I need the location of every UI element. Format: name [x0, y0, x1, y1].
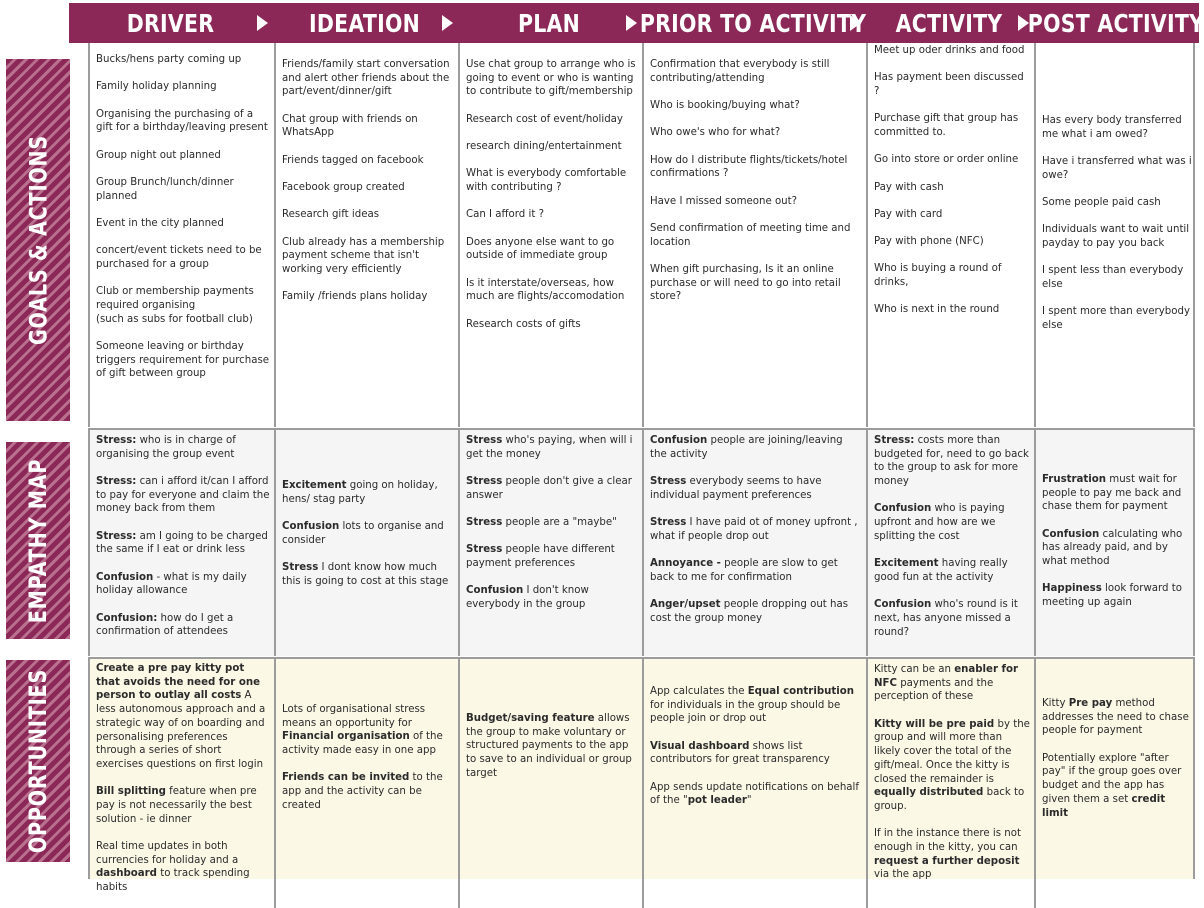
opportunity-cell	[460, 659, 644, 908]
item-emphasis: Equal contribution	[747, 686, 854, 697]
item-text: Real time updates in both currencies for holiday and a	[96, 840, 239, 866]
item-text: App sends update notifications on behalf of the "	[650, 781, 859, 807]
list-item	[282, 236, 454, 277]
item-emphasis: Kitty will be pre paid	[874, 718, 995, 730]
empathy-map-row	[88, 428, 1195, 656]
phase-column-header	[69, 3, 272, 43]
list-item	[96, 108, 270, 135]
list-item	[650, 781, 862, 808]
item-text: Use chat group to arrange who is going to event or who is wanting to contribute to gift/membership	[466, 59, 636, 98]
list-item	[96, 80, 270, 94]
list-item	[96, 662, 270, 772]
item-text: Pay with cash	[874, 181, 944, 193]
item-text: feature when pre pay is not necessarily the best solution - ie dinner	[96, 786, 257, 825]
item-text: everybody seems to have individual payment preferences	[650, 476, 822, 501]
item-text: Potentially explore "after pay" if the group goes over budget and the app has given them a set	[1042, 752, 1182, 805]
item-text: going on holiday, hens/ stag party	[282, 480, 438, 505]
list-item	[282, 520, 454, 547]
item-text: people are joining/leaving the activity	[650, 435, 843, 460]
item-emphasis: Stress	[466, 517, 503, 528]
phase-column-header	[272, 3, 457, 43]
item-emphasis: credit limit	[1042, 793, 1166, 819]
list-item	[282, 208, 454, 222]
item-text: "	[746, 795, 752, 807]
opportunity-cell	[90, 659, 276, 908]
item-text: Family /friends plans holiday	[282, 291, 428, 303]
item-text: I have paid ot of money upfront , what if people drop out	[650, 517, 858, 542]
list-item	[466, 516, 638, 530]
list-item	[874, 44, 1030, 58]
list-item	[96, 53, 270, 67]
side-label-goals	[6, 59, 70, 421]
empathy-map-cell	[868, 430, 1036, 656]
item-text: Bucks/hens party coming up	[96, 54, 242, 65]
item-emphasis: enabler for NFC	[874, 664, 1018, 689]
item-emphasis: Confusion	[96, 571, 154, 583]
list-item	[96, 475, 270, 516]
item-text: Research gift ideas	[282, 209, 380, 221]
list-item	[874, 502, 1030, 543]
item-text: Can I afford it ?	[466, 209, 544, 221]
list-item	[1042, 697, 1193, 738]
phase-title: ACTIVITY	[895, 8, 1003, 38]
list-item	[1042, 528, 1193, 569]
item-text: people don't give a clear answer	[466, 476, 632, 501]
item-text: Go into store or order online	[874, 154, 1019, 166]
item-text: Pay with phone (NFC)	[874, 236, 984, 248]
item-text: shows list contributors for great transparency	[650, 740, 830, 766]
item-emphasis: Annoyance -	[650, 558, 721, 569]
list-item	[466, 140, 638, 154]
list-item	[282, 479, 454, 506]
list-item	[466, 543, 638, 570]
item-text: lots to organise and consider	[282, 521, 444, 546]
item-text: Lots of organisational stress means an opportunity for	[282, 704, 426, 729]
list-item	[650, 126, 862, 140]
goals-actions-cell	[90, 43, 276, 427]
list-item	[96, 434, 270, 461]
item-text: Event in the city planned	[96, 217, 224, 229]
item-emphasis: Stress	[282, 562, 319, 573]
list-item	[1042, 223, 1193, 250]
item-emphasis: Stress:	[96, 530, 137, 542]
empathy-map-cell	[276, 430, 460, 656]
empathy-map-cell	[1036, 430, 1197, 656]
list-item	[650, 685, 862, 726]
list-item	[650, 195, 862, 209]
item-text: Organising the purchasing of a gift for a birthday/leaving present	[96, 108, 268, 134]
item-emphasis: Stress	[466, 544, 503, 556]
opportunities-row	[88, 657, 1195, 894]
item-text: Who owe's who for what?	[650, 127, 781, 139]
item-text: A less autonomous approach and a strategic way of on boarding and personalising preferences through a series of short exercises questions on first login	[96, 690, 266, 770]
goals-actions-cell	[868, 43, 1036, 427]
list-item	[466, 475, 638, 502]
item-text: Send confirmation of meeting time and location	[650, 222, 851, 248]
item-text: App calculates the	[650, 686, 748, 697]
list-item	[466, 167, 638, 194]
list-item	[96, 217, 270, 231]
item-text: people dropping out has cost the group money	[650, 599, 849, 624]
item-text: Confirmation that everybody is still contributing/attending	[650, 59, 830, 84]
item-text: I don't know everybody in the group	[466, 585, 589, 610]
list-item	[874, 262, 1030, 289]
item-text: Kitty	[1042, 698, 1069, 709]
item-text: Group Brunch/lunch/dinner planned	[96, 176, 234, 202]
item-text: payments and the perception of these	[874, 677, 994, 703]
item-emphasis: Confusion:	[96, 612, 158, 624]
item-text: calculating who has already paid, and by what method	[1042, 528, 1183, 568]
list-item	[282, 290, 454, 304]
list-item	[466, 236, 638, 263]
list-item	[466, 584, 638, 611]
item-emphasis: Create a pre pay kitty pot that avoids the need for one person to outlay all costs	[96, 663, 260, 702]
item-text: concert/event tickets need to be purchased for a group	[96, 245, 262, 270]
list-item	[96, 571, 270, 598]
list-item	[96, 530, 270, 557]
item-emphasis: Bill splitting	[96, 786, 166, 798]
list-item	[466, 712, 638, 781]
item-emphasis: request a further deposit	[874, 855, 1020, 867]
list-item	[96, 244, 270, 271]
list-item	[282, 181, 454, 195]
list-item	[874, 663, 1030, 704]
empathy-map-cell	[460, 430, 644, 656]
list-item	[466, 277, 638, 304]
item-text: Club or membership payments required organising (such as subs for football club)	[96, 286, 254, 325]
list-item	[282, 154, 454, 168]
list-item	[874, 303, 1030, 317]
goals-actions-cell	[276, 43, 460, 427]
phase-column-header	[1027, 3, 1204, 43]
list-item	[650, 557, 862, 584]
goals-actions-cell	[460, 43, 644, 427]
list-item	[874, 718, 1030, 814]
list-item	[282, 58, 454, 99]
list-item	[650, 475, 862, 502]
item-text: Club already has a membership payment scheme that isn't working very efficiently	[282, 236, 445, 275]
phase-title: PRIOR TO ACTIVITY	[639, 8, 867, 38]
item-text: What is everybody comfortable with contributing ?	[466, 168, 627, 193]
item-text: back to group.	[874, 787, 1025, 812]
goals-actions-cell	[1036, 43, 1197, 427]
list-item	[466, 208, 638, 222]
list-item	[282, 771, 454, 812]
list-item	[650, 516, 862, 543]
list-item	[96, 612, 270, 639]
list-item	[874, 434, 1030, 489]
item-text: I spent less than everybody else	[1042, 265, 1184, 290]
item-text: I dont know how much this is going to cost at this stage	[282, 562, 449, 587]
opportunity-cell	[1036, 659, 1197, 908]
list-item	[650, 222, 862, 249]
item-emphasis: Confusion	[282, 521, 340, 532]
item-text: If in the instance there is not enough in the kitty, you can	[874, 828, 1021, 853]
list-item	[874, 71, 1030, 98]
item-emphasis: Pre pay	[1068, 698, 1113, 709]
chevron-right-icon	[257, 15, 268, 31]
item-text: Meet up oder drinks and food	[874, 45, 1025, 56]
item-emphasis: Visual dashboard	[650, 740, 750, 752]
list-item	[874, 181, 1030, 195]
list-item	[282, 703, 454, 758]
item-text: Purchase gift that group has committed to.	[874, 113, 1019, 138]
empathy-map-cell	[90, 430, 276, 656]
item-text: When gift purchasing, Is it an online purchase or will need to go into retail store?	[650, 263, 841, 303]
item-text: Has payment been discussed ?	[874, 72, 1024, 97]
phase-column-header	[457, 3, 641, 43]
item-text: Has every body transferred me what i am owed?	[1042, 115, 1182, 140]
list-item	[650, 740, 862, 767]
item-emphasis: Stress	[466, 435, 503, 446]
item-text: Individuals want to wait until payday to pay you back	[1042, 224, 1190, 249]
item-emphasis: Stress:	[96, 476, 137, 487]
item-text: Who is buying a round of drinks,	[874, 263, 1002, 289]
item-text: Group night out planned	[96, 149, 221, 161]
item-text: Research costs of gifts	[466, 318, 581, 330]
list-item	[650, 263, 862, 304]
opportunity-cell	[276, 659, 460, 908]
item-text: Have i transferred what was i owe?	[1042, 156, 1192, 181]
item-emphasis: Stress	[466, 476, 503, 487]
item-text: Research cost of event/holiday	[466, 113, 623, 125]
item-emphasis: Excitement	[874, 558, 939, 570]
list-item	[466, 113, 638, 127]
item-text: method addresses the need to chase people for payment	[1042, 698, 1189, 737]
list-item	[874, 827, 1030, 882]
item-text: Facebook group created	[282, 182, 405, 193]
item-emphasis: Excitement	[282, 480, 347, 491]
list-item	[466, 58, 638, 99]
item-emphasis: Budget/saving feature	[466, 713, 595, 724]
list-item	[1042, 582, 1193, 609]
item-text: Who is booking/buying what?	[650, 100, 800, 111]
item-text: allows the group to make voluntary or structured payments to the app to save to an individual or group target	[466, 713, 632, 779]
item-text: people are a "maybe"	[502, 517, 617, 528]
item-emphasis: Confusion	[466, 585, 524, 597]
list-item	[96, 285, 270, 326]
list-item	[874, 557, 1030, 584]
list-item	[96, 176, 270, 203]
list-item	[466, 318, 638, 332]
item-text: Friends/family start conversation and alert other friends about the part/event/dinner/gift	[282, 59, 450, 98]
item-emphasis: Confusion	[1042, 528, 1100, 540]
list-item	[96, 785, 270, 826]
item-text: for individuals in the group should be people join or drop out	[650, 699, 841, 725]
item-text: must wait for people to pay me back and chase them for payment	[1042, 474, 1182, 513]
item-emphasis: Frustration	[1042, 474, 1107, 485]
item-emphasis: Stress:	[96, 435, 137, 446]
item-text: can i afford it/can I afford to pay for everyone and claim the money back from them	[96, 476, 270, 515]
item-emphasis: Stress:	[874, 435, 915, 446]
chevron-right-icon	[850, 15, 861, 31]
side-label-opportunities-text: OPPORTUNITIES	[24, 668, 52, 854]
list-item	[1042, 752, 1193, 821]
phase-title: POST ACTIVITY	[1027, 8, 1204, 38]
phase-column-header	[641, 3, 865, 43]
item-emphasis: Confusion	[874, 599, 932, 611]
list-item	[874, 235, 1030, 249]
item-text: Have I missed someone out?	[650, 195, 798, 207]
side-label-goals-text: GOALS & ACTIONS	[24, 134, 53, 346]
item-text: Chat group with friends on WhatsApp	[282, 113, 418, 139]
empathy-map-cell	[644, 430, 868, 656]
item-text: Friends tagged on facebook	[282, 154, 424, 166]
item-text: research dining/entertainment	[466, 141, 622, 152]
item-emphasis: Anger/upset	[650, 599, 721, 610]
list-item	[650, 598, 862, 625]
list-item	[1042, 196, 1193, 210]
goals-actions-row	[88, 43, 1195, 427]
item-text: I spent more than everybody else	[1042, 306, 1190, 331]
side-label-opportunities	[6, 660, 70, 862]
item-text: people are slow to get back to me for confirmation	[650, 558, 838, 583]
item-text: - what is my daily holiday allowance	[96, 571, 247, 597]
side-label-empathy-text: EMPATHY MAP	[24, 458, 52, 623]
item-emphasis: Stress	[650, 476, 687, 487]
item-emphasis: dashboard	[96, 868, 157, 880]
item-text: to the app and the activity can be created	[282, 772, 443, 811]
list-item	[650, 58, 862, 85]
item-text: how do I get a confirmation of attendees	[96, 612, 234, 638]
phase-header	[69, 3, 1204, 43]
phase-title: IDEATION	[308, 8, 421, 38]
item-text: Does anyone else want to go outside of immediate group	[466, 236, 615, 262]
list-item	[1042, 305, 1193, 332]
item-text: Pay with card	[874, 208, 943, 220]
list-item	[1042, 264, 1193, 291]
item-text: by the group and will more than likely cover the total of the gift/meal. Once the kitty is closed the remainder is	[874, 718, 1030, 785]
list-item	[874, 208, 1030, 222]
list-item	[650, 99, 862, 113]
list-item	[874, 598, 1030, 639]
item-emphasis: Confusion	[874, 503, 932, 515]
list-item	[1042, 114, 1193, 141]
list-item	[96, 149, 270, 163]
item-text: How do I distribute flights/tickets/hotel confirmations ?	[650, 154, 848, 180]
list-item	[466, 434, 638, 461]
list-item	[1042, 155, 1193, 182]
item-text: having really good fun at the activity	[874, 558, 1008, 583]
list-item	[1042, 473, 1193, 514]
item-text: costs more than budgeted for, need to go back to the group to ask for more money	[874, 435, 1029, 488]
opportunity-cell	[644, 659, 868, 908]
list-item	[650, 154, 862, 181]
goals-actions-cell	[644, 43, 868, 427]
list-item	[282, 113, 454, 140]
item-text: to track spending habits	[96, 868, 250, 894]
item-text: am I going to be charged the same if I eat or drink less	[96, 530, 268, 556]
item-text: Who is next in the round	[874, 304, 1000, 316]
chevron-right-icon	[626, 15, 637, 31]
list-item	[874, 153, 1030, 167]
item-text: people have different payment preferences	[466, 544, 615, 569]
item-emphasis: Stress	[650, 517, 687, 528]
item-text: Kitty can be an	[874, 664, 955, 675]
list-item	[96, 340, 270, 381]
list-item	[96, 840, 270, 895]
chevron-right-icon	[442, 15, 453, 31]
item-emphasis: pot leader	[687, 795, 747, 807]
item-emphasis: Happiness	[1042, 583, 1102, 595]
item-emphasis: equally distributed	[874, 787, 984, 799]
list-item	[282, 561, 454, 588]
item-emphasis: Confusion	[650, 435, 708, 446]
item-text: look forward to meeting up again	[1042, 583, 1182, 609]
item-text: who is in charge of organising the group event	[96, 435, 236, 460]
item-text: Family holiday planning	[96, 81, 217, 93]
item-text: who's round is it next, has anyone missed a round?	[874, 599, 1018, 638]
item-text: via the app	[874, 869, 932, 881]
list-item	[650, 434, 862, 461]
item-text: Is it interstate/overseas, how much are flights/accomodation	[466, 277, 625, 303]
item-text: of the activity made easy in one app	[282, 731, 443, 757]
side-label-empathy	[6, 442, 70, 639]
list-item	[874, 112, 1030, 139]
phase-title: DRIVER	[126, 8, 215, 38]
phase-column-header	[865, 3, 1033, 43]
item-text: who is paying upfront and how are we splitting the cost	[874, 503, 1005, 542]
item-text: Someone leaving or birthday triggers requirement for purchase of gift between group	[96, 340, 270, 380]
opportunity-cell	[868, 659, 1036, 908]
item-text: Some people paid cash	[1042, 197, 1161, 208]
item-emphasis: Friends can be invited	[282, 772, 410, 784]
item-emphasis: Financial organisation	[282, 731, 410, 743]
phase-title: PLAN	[517, 8, 581, 38]
item-text: who's paying, when will i get the money	[466, 435, 633, 460]
